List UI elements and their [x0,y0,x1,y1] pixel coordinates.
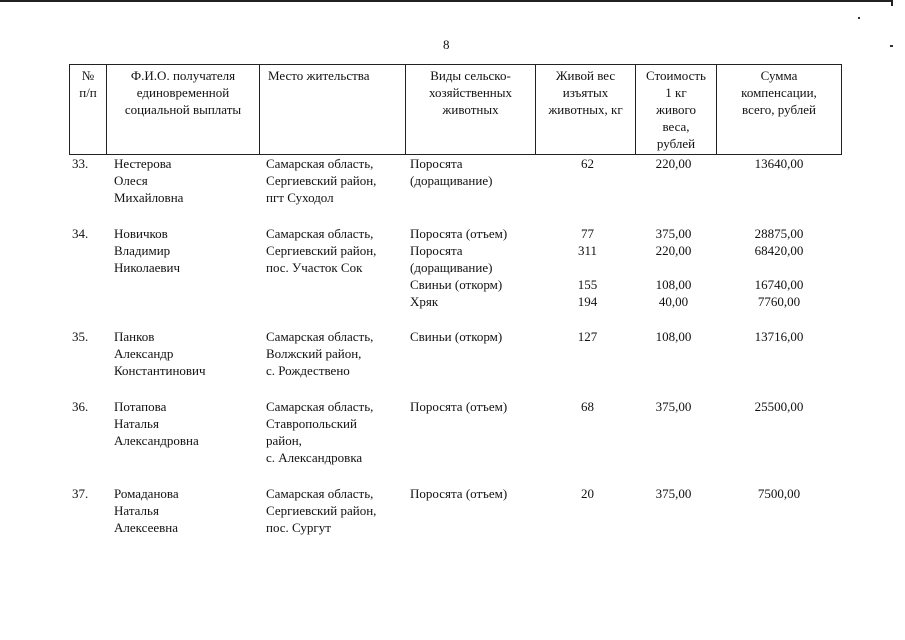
live-weight: 68 [581,399,594,414]
page-number: 8 [443,37,450,52]
live-weight: 20 [581,486,594,501]
live-weight: 77 311 155 194 [577,226,598,309]
price-per-kg: 375,00 220,00 108,00 40,00 [655,226,692,309]
residence: Самарская область, Сергиевский район, пос. Участок Сок [266,226,377,275]
animal-kind: Поросята (отъем) Поросята (доращивание) Свиньи (откорм) Хряк [410,226,508,309]
residence: Самарская область, Сергиевский район, пос. Сургут [266,486,377,535]
row-number: 37. [72,486,89,501]
residence: Самарская область, Сергиевский район, пгт Суходол [266,156,377,205]
price-per-kg: 375,00 [655,399,692,414]
scan-speck [890,45,893,47]
compensation-sum: 25500,00 [754,399,804,414]
compensation-sum: 7500,00 [757,486,801,501]
compensation-sum: 28875,00 68420,00 16740,00 7760,00 [754,226,804,309]
header-weight: Живой вес изъятых животных, кг [536,65,636,154]
recipient-name: Потапова Наталья Александровна [114,399,199,448]
row-number: 34. [72,226,89,241]
page-top-border [0,0,893,6]
live-weight: 127 [577,329,598,344]
recipient-name: Панков Александр Константинович [114,329,206,378]
header-kind: Виды сельско- хозяйственных животных [406,65,536,154]
animal-kind: Поросята (отъем) [410,486,508,501]
header-address: Место жительства [260,65,406,154]
animal-kind: Свиньи (откорм) [410,329,503,344]
header-price: Стоимость 1 кг живого веса, рублей [636,65,717,154]
live-weight: 62 [581,156,594,171]
price-per-kg: 375,00 [655,486,692,501]
recipient-name: Новичков Владимир Николаевич [114,226,180,275]
scan-speck [858,17,860,19]
table-header [69,64,842,155]
animal-kind: Поросята (доращивание) [410,156,493,188]
header-name: Ф.И.О. получателя единовременной социальной выплаты [107,65,260,154]
compensation-sum: 13716,00 [754,329,804,344]
row-number: 35. [72,329,89,344]
animal-kind: Поросята (отъем) [410,399,508,414]
header-sum: Сумма компенсации, всего, рублей [741,68,817,117]
header-num: № п/п [70,65,107,154]
price-per-kg: 220,00 [655,156,692,171]
price-per-kg: 108,00 [655,329,692,344]
recipient-name: Нестерова Олеся Михайловна [114,156,184,205]
row-number: 33. [72,156,89,171]
residence: Самарская область, Волжский район, с. Рождествено [266,329,374,378]
compensation-sum: 13640,00 [754,156,804,171]
recipient-name: Ромаданова Наталья Алексеевна [114,486,179,535]
residence: Самарская область, Ставропольский район, с. Александровка [266,399,374,465]
row-number: 36. [72,399,89,414]
